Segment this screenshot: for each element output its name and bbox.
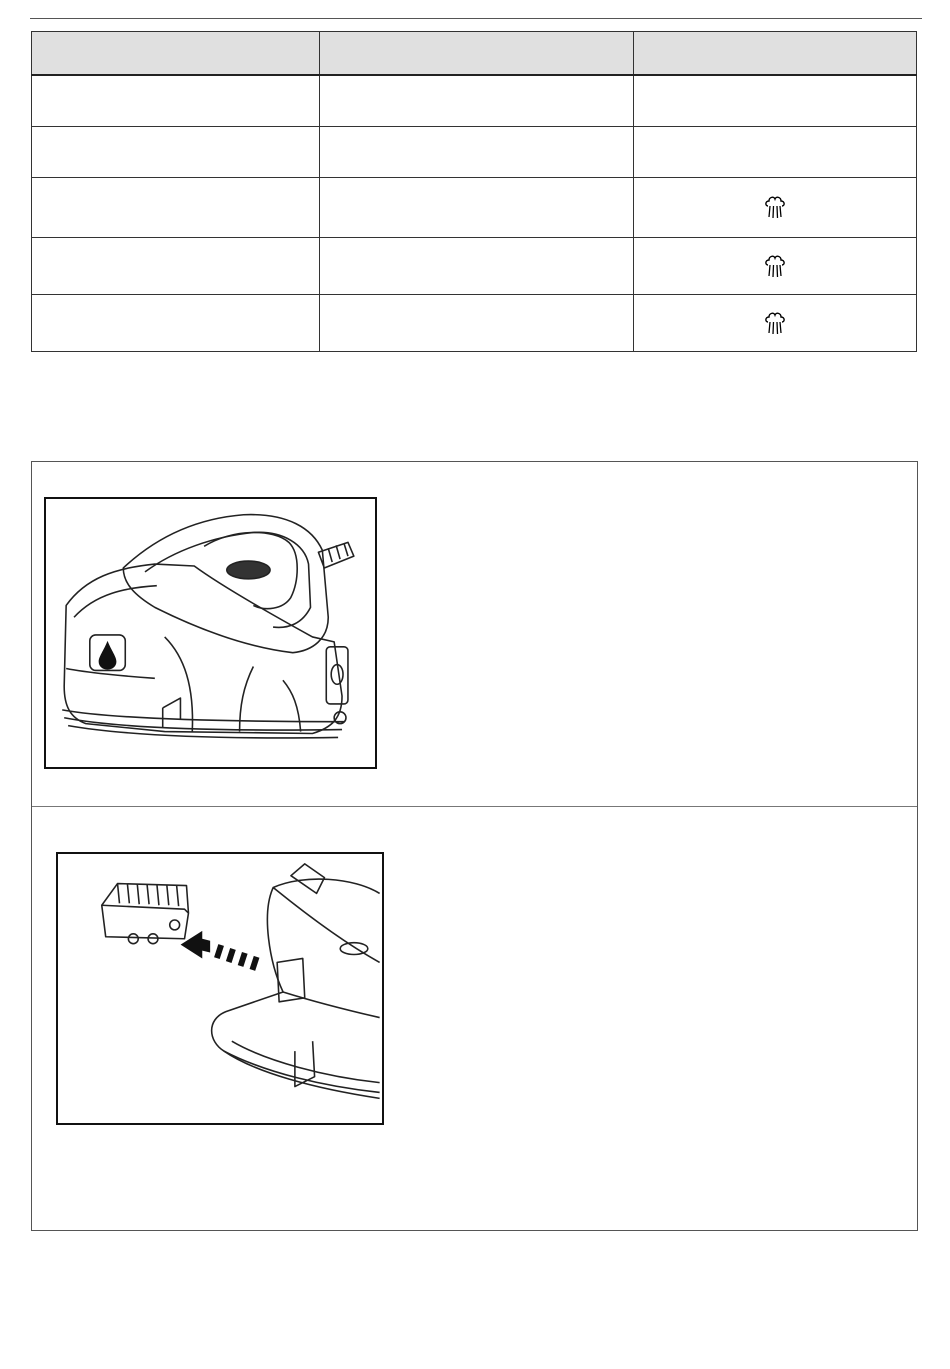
instructions-panel	[31, 461, 918, 1231]
steam-station-illustration	[44, 497, 377, 769]
table-row	[32, 177, 917, 237]
table-cell	[32, 75, 320, 126]
table-header-row	[32, 32, 917, 76]
table-cell	[634, 177, 917, 237]
arrow-left-icon	[181, 931, 260, 971]
table-cell	[32, 126, 320, 177]
table-row	[32, 294, 917, 351]
top-rule	[30, 18, 922, 19]
column-header	[32, 32, 320, 76]
filter-cartridge-removal-illustration	[56, 852, 384, 1125]
steam-icon	[763, 194, 787, 220]
steam-icon	[763, 253, 787, 279]
table-row	[32, 75, 917, 126]
table-cell	[32, 177, 320, 237]
column-header	[634, 32, 917, 76]
table-cell	[634, 75, 917, 126]
column-header	[320, 32, 634, 76]
table-cell	[634, 126, 917, 177]
table-cell	[320, 237, 634, 294]
table-cell	[320, 126, 634, 177]
table-row	[32, 126, 917, 177]
table-cell	[32, 294, 320, 351]
steam-icon	[763, 310, 787, 336]
table-cell	[320, 294, 634, 351]
settings-table	[31, 31, 917, 352]
table-row	[32, 237, 917, 294]
table-cell	[634, 237, 917, 294]
panel-divider	[32, 806, 917, 807]
table-cell	[32, 237, 320, 294]
table-cell	[634, 294, 917, 351]
water-drop-icon	[90, 635, 125, 670]
table-cell	[320, 177, 634, 237]
table-cell	[320, 75, 634, 126]
